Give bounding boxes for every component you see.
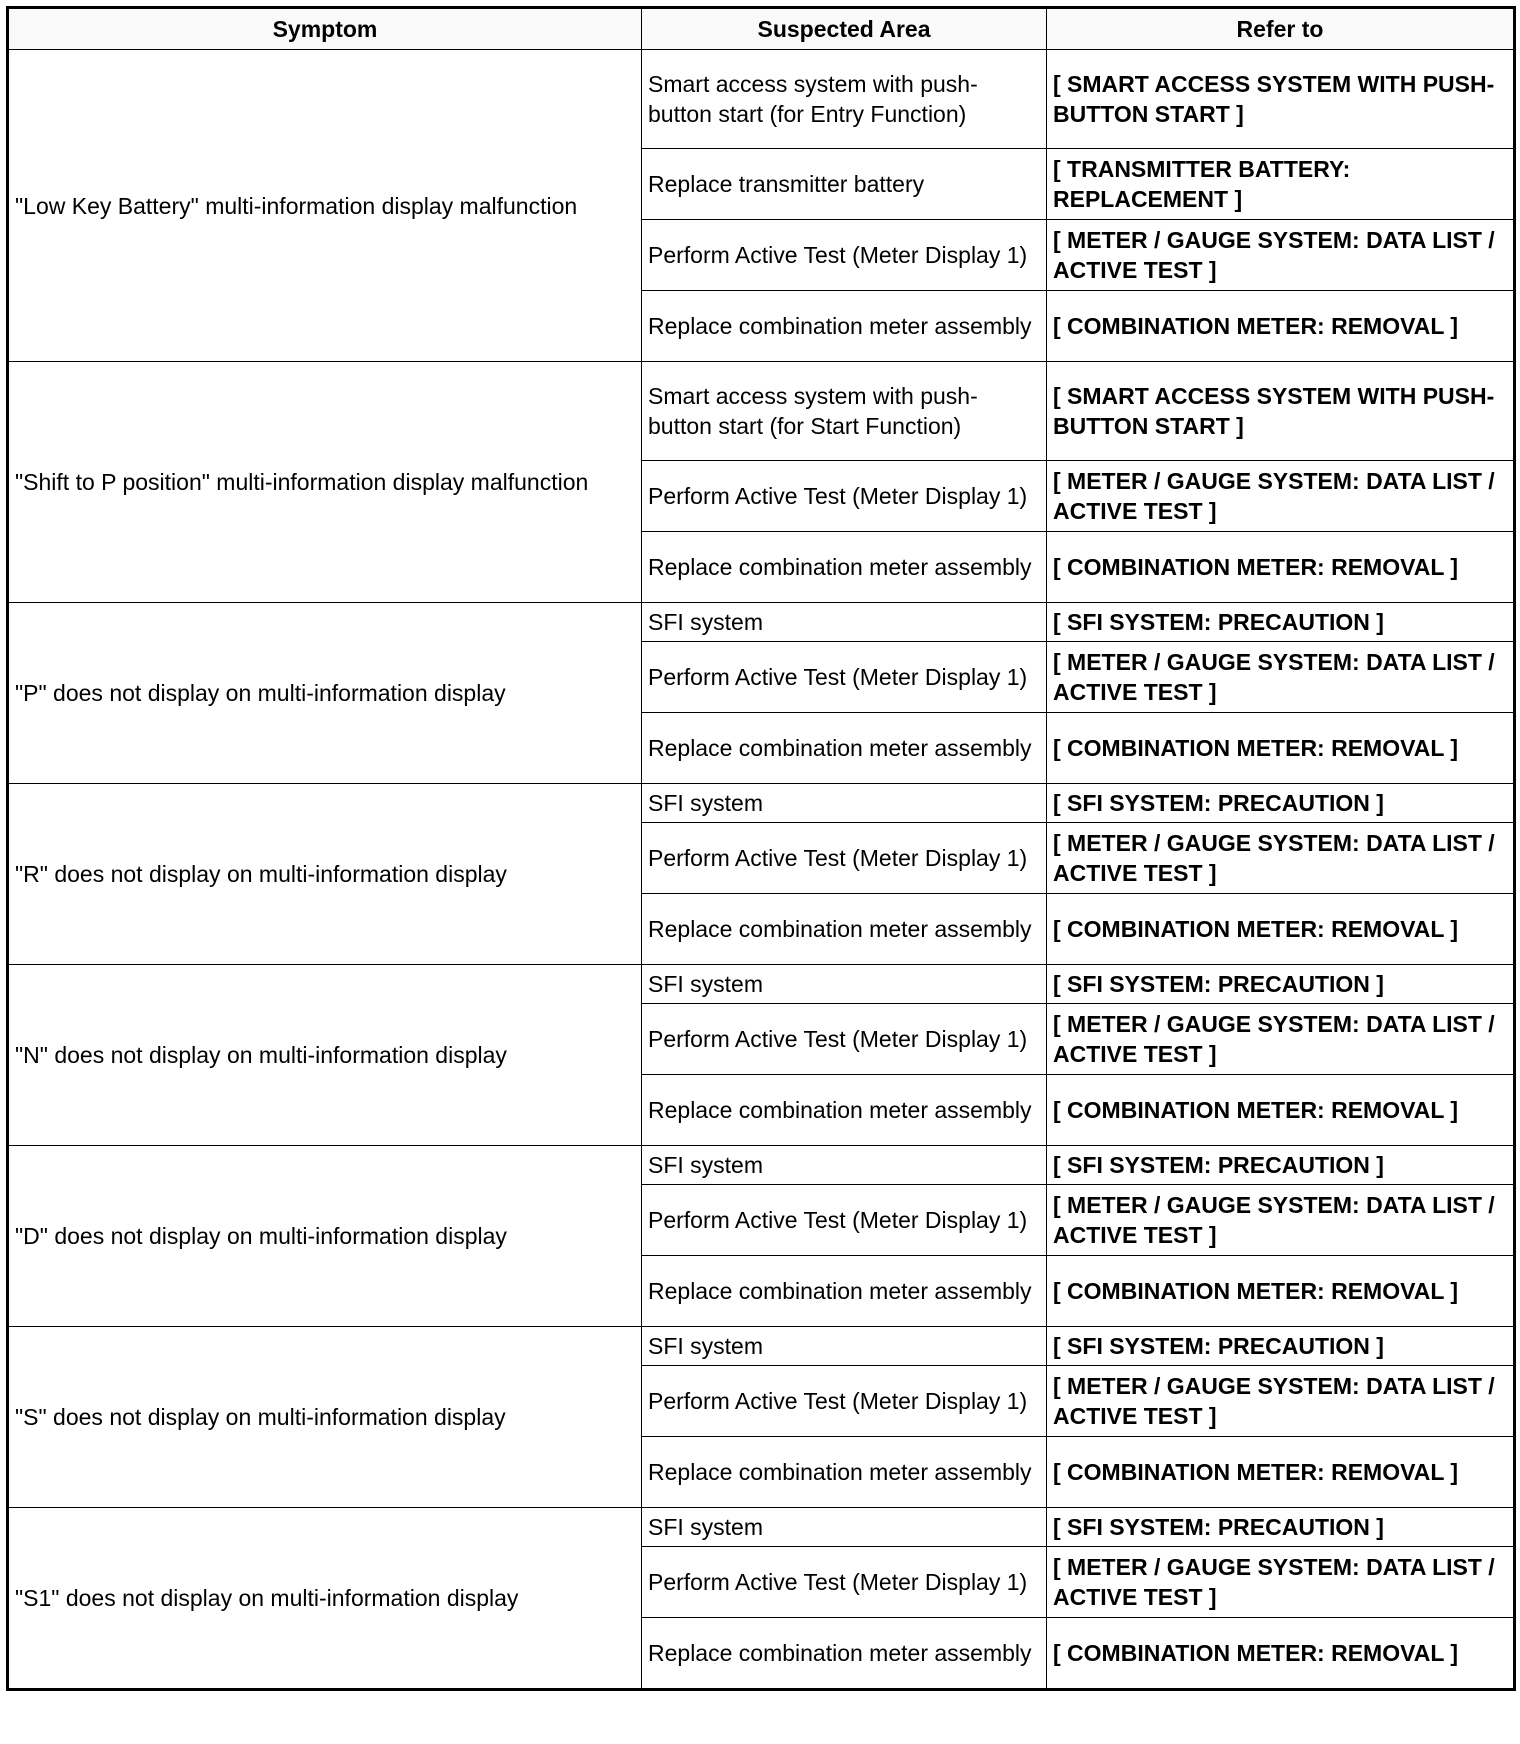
- refer-to-link[interactable]: [ SFI SYSTEM: PRECAUTION ]: [1053, 1514, 1384, 1540]
- refer-to-cell[interactable]: [1047, 1437, 1515, 1508]
- refer-to-link[interactable]: [ COMBINATION METER: REMOVAL ]: [1053, 554, 1459, 580]
- header-suspected-area: Suspected Area: [642, 8, 1047, 50]
- suspected-area-cell: Replace combination meter assembly: [642, 291, 1047, 362]
- table-row: [8, 965, 1515, 1004]
- suspected-area-cell: Replace transmitter battery: [642, 149, 1047, 220]
- refer-to-cell[interactable]: [1047, 1547, 1515, 1618]
- refer-to-cell[interactable]: [1047, 1327, 1515, 1366]
- refer-to-cell[interactable]: [1047, 894, 1515, 965]
- refer-to-link[interactable]: [ METER / GAUGE SYSTEM: DATA LIST / ACTIVE TEST ]: [1053, 1192, 1495, 1248]
- refer-to-link[interactable]: [ SFI SYSTEM: PRECAUTION ]: [1053, 1333, 1384, 1359]
- refer-to-cell[interactable]: [1047, 149, 1515, 220]
- refer-to-cell[interactable]: [1047, 362, 1515, 461]
- suspected-area-cell: Perform Active Test (Meter Display 1): [642, 461, 1047, 532]
- suspected-area-cell: Replace combination meter assembly: [642, 532, 1047, 603]
- table-row: [8, 1327, 1515, 1366]
- refer-to-cell[interactable]: [1047, 1146, 1515, 1185]
- symptom-cell: "S1" does not display on multi-information display: [8, 1508, 642, 1690]
- suspected-area-cell: Replace combination meter assembly: [642, 1437, 1047, 1508]
- refer-to-cell[interactable]: [1047, 603, 1515, 642]
- suspected-area-cell: Perform Active Test (Meter Display 1): [642, 220, 1047, 291]
- suspected-area-cell: Perform Active Test (Meter Display 1): [642, 823, 1047, 894]
- refer-to-link[interactable]: [ SMART ACCESS SYSTEM WITH PUSH-BUTTON START ]: [1053, 71, 1495, 127]
- refer-to-link[interactable]: [ TRANSMITTER BATTERY: REPLACEMENT ]: [1053, 156, 1351, 212]
- suspected-area-cell: Replace combination meter assembly: [642, 1256, 1047, 1327]
- refer-to-cell[interactable]: [1047, 1004, 1515, 1075]
- refer-to-link[interactable]: [ COMBINATION METER: REMOVAL ]: [1053, 1459, 1459, 1485]
- refer-to-link[interactable]: [ SFI SYSTEM: PRECAUTION ]: [1053, 609, 1384, 635]
- refer-to-link[interactable]: [ METER / GAUGE SYSTEM: DATA LIST / ACTIVE TEST ]: [1053, 1373, 1495, 1429]
- refer-to-cell[interactable]: [1047, 1366, 1515, 1437]
- suspected-area-cell: Perform Active Test (Meter Display 1): [642, 1004, 1047, 1075]
- refer-to-link[interactable]: [ COMBINATION METER: REMOVAL ]: [1053, 1640, 1459, 1666]
- suspected-area-cell: Perform Active Test (Meter Display 1): [642, 1366, 1047, 1437]
- refer-to-link[interactable]: [ METER / GAUGE SYSTEM: DATA LIST / ACTIVE TEST ]: [1053, 1554, 1495, 1610]
- refer-to-cell[interactable]: [1047, 532, 1515, 603]
- suspected-area-cell: Replace combination meter assembly: [642, 1618, 1047, 1690]
- refer-to-link[interactable]: [ SMART ACCESS SYSTEM WITH PUSH-BUTTON START ]: [1053, 383, 1495, 439]
- table-row: [8, 603, 1515, 642]
- problem-symptoms-table: [6, 6, 1516, 1691]
- refer-to-link[interactable]: [ COMBINATION METER: REMOVAL ]: [1053, 735, 1459, 761]
- table-row: [8, 50, 1515, 149]
- suspected-area-cell: SFI system: [642, 1508, 1047, 1547]
- refer-to-cell[interactable]: [1047, 784, 1515, 823]
- suspected-area-cell: Perform Active Test (Meter Display 1): [642, 642, 1047, 713]
- refer-to-cell[interactable]: [1047, 1075, 1515, 1146]
- table-row: [8, 362, 1515, 461]
- refer-to-cell[interactable]: [1047, 823, 1515, 894]
- refer-to-link[interactable]: [ METER / GAUGE SYSTEM: DATA LIST / ACTIVE TEST ]: [1053, 468, 1495, 524]
- refer-to-cell[interactable]: [1047, 1185, 1515, 1256]
- refer-to-link[interactable]: [ COMBINATION METER: REMOVAL ]: [1053, 1278, 1459, 1304]
- refer-to-link[interactable]: [ SFI SYSTEM: PRECAUTION ]: [1053, 790, 1384, 816]
- refer-to-link[interactable]: [ SFI SYSTEM: PRECAUTION ]: [1053, 971, 1384, 997]
- suspected-area-cell: Perform Active Test (Meter Display 1): [642, 1547, 1047, 1618]
- header-row: [8, 8, 1515, 50]
- table-row: [8, 784, 1515, 823]
- header-symptom: Symptom: [8, 8, 642, 50]
- refer-to-link[interactable]: [ METER / GAUGE SYSTEM: DATA LIST / ACTIVE TEST ]: [1053, 649, 1495, 705]
- symptom-cell: "N" does not display on multi-information display: [8, 965, 642, 1146]
- suspected-area-cell: Smart access system with push-button start (for Start Function): [642, 362, 1047, 461]
- symptom-cell: "Low Key Battery" multi-information display malfunction: [8, 50, 642, 362]
- refer-to-link[interactable]: [ COMBINATION METER: REMOVAL ]: [1053, 916, 1459, 942]
- header-refer-to: Refer to: [1047, 8, 1515, 50]
- refer-to-link[interactable]: [ COMBINATION METER: REMOVAL ]: [1053, 313, 1459, 339]
- symptom-cell: "R" does not display on multi-information display: [8, 784, 642, 965]
- refer-to-cell[interactable]: [1047, 1618, 1515, 1690]
- refer-to-cell[interactable]: [1047, 461, 1515, 532]
- refer-to-cell[interactable]: [1047, 1256, 1515, 1327]
- suspected-area-cell: Perform Active Test (Meter Display 1): [642, 1185, 1047, 1256]
- refer-to-cell[interactable]: [1047, 50, 1515, 149]
- symptom-cell: "D" does not display on multi-information display: [8, 1146, 642, 1327]
- symptom-cell: "S" does not display on multi-information display: [8, 1327, 642, 1508]
- symptom-cell: "Shift to P position" multi-information display malfunction: [8, 362, 642, 603]
- suspected-area-cell: SFI system: [642, 1146, 1047, 1185]
- refer-to-cell[interactable]: [1047, 1508, 1515, 1547]
- refer-to-cell[interactable]: [1047, 713, 1515, 784]
- diagnostic-sheet: [6, 6, 1513, 1691]
- suspected-area-cell: Replace combination meter assembly: [642, 1075, 1047, 1146]
- suspected-area-cell: Smart access system with push-button start (for Entry Function): [642, 50, 1047, 149]
- refer-to-link[interactable]: [ METER / GAUGE SYSTEM: DATA LIST / ACTIVE TEST ]: [1053, 1011, 1495, 1067]
- refer-to-link[interactable]: [ METER / GAUGE SYSTEM: DATA LIST / ACTIVE TEST ]: [1053, 227, 1495, 283]
- refer-to-link[interactable]: [ SFI SYSTEM: PRECAUTION ]: [1053, 1152, 1384, 1178]
- suspected-area-cell: Replace combination meter assembly: [642, 894, 1047, 965]
- suspected-area-cell: SFI system: [642, 1327, 1047, 1366]
- table-row: [8, 1146, 1515, 1185]
- table-row: [8, 1508, 1515, 1547]
- refer-to-cell[interactable]: [1047, 220, 1515, 291]
- suspected-area-cell: SFI system: [642, 784, 1047, 823]
- refer-to-cell[interactable]: [1047, 642, 1515, 713]
- symptom-cell: "P" does not display on multi-information display: [8, 603, 642, 784]
- refer-to-link[interactable]: [ METER / GAUGE SYSTEM: DATA LIST / ACTIVE TEST ]: [1053, 830, 1495, 886]
- refer-to-cell[interactable]: [1047, 291, 1515, 362]
- refer-to-cell[interactable]: [1047, 965, 1515, 1004]
- suspected-area-cell: SFI system: [642, 603, 1047, 642]
- suspected-area-cell: SFI system: [642, 965, 1047, 1004]
- refer-to-link[interactable]: [ COMBINATION METER: REMOVAL ]: [1053, 1097, 1459, 1123]
- suspected-area-cell: Replace combination meter assembly: [642, 713, 1047, 784]
